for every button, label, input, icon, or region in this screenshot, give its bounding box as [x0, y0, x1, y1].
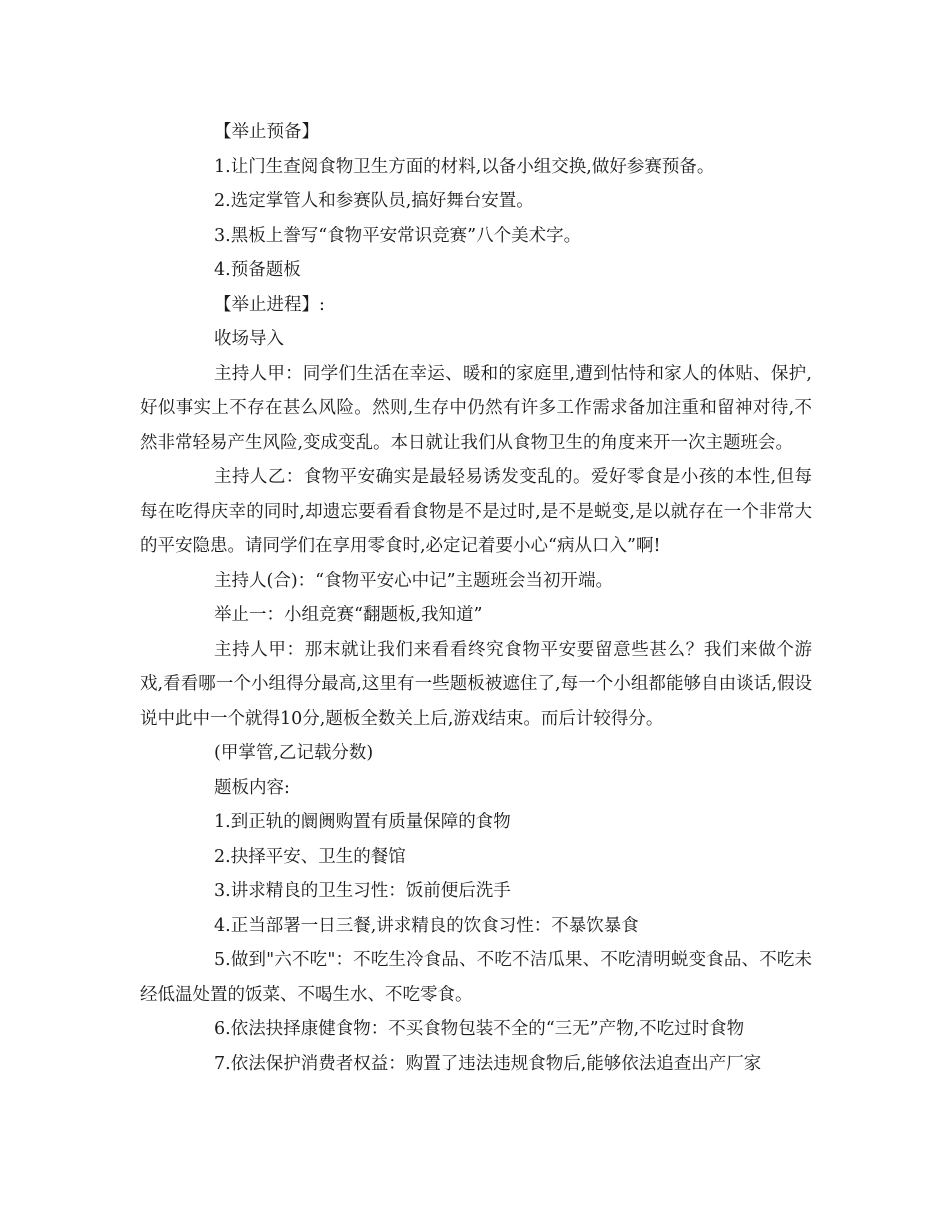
section-heading-preparation: 【举止预备】 — [214, 122, 319, 142]
board-item-1: 1.到正轨的阛阓购置有质量保障的食物 — [214, 812, 511, 832]
prep-item-2: 2.选定掌管人和参赛队员,搞好舞台安置。 — [214, 191, 534, 211]
host-a-game-paragraph: 主持人甲：那末就让我们来看看终究食物平安要留意些甚么？我们来做个游戏,看看哪一个小组得分最高,这里有一些题板被遮住了,每一个小组都能够自由谈话,假设说中此中一个就得10分,题板全数关上后,游戏结束。而后计较得分。 — [140, 639, 812, 729]
board-item-5: 5.做到"六不吃"：不吃生冷食品、不吃不洁瓜果、不吃清明蜕变食品、不吃未经低温处置的饭菜、不喝生水、不吃零食。 — [140, 950, 812, 1005]
board-item-3: 3.讲求精良的卫生习性：饭前便后洗手 — [214, 881, 511, 901]
opening-heading: 收场导入 — [214, 329, 284, 349]
hosts-together-line: 主持人(合)：“食物平安心中记”主题班会当初开端。 — [214, 570, 614, 591]
host-b-paragraph: 主持人乙：食物平安确实是最轻易诱发变乱的。爱好零食是小孩的本性,但每每在吃得庆幸的同时,却遗忘要看看食物是不是过时,是不是蜕变,是以就存在一个非常大的平安隐患。请同学们在享用零食时,必定记着要小心“病从口入”啊! — [140, 467, 812, 556]
section-heading-process: 【举止进程】: — [214, 294, 325, 315]
board-item-2: 2.抉择平安、卫生的餐馆 — [214, 846, 406, 867]
host-a-paragraph: 主持人甲：同学们生活在幸运、暖和的家庭里,遭到怙恃和家人的体贴、保护,好似事实上不存在甚么风险。然则,生存中仍然有许多工作需求备加注重和留神对待,不然非常轻易产生风险,变成变乱。本日就让我们从食物卫生的角度来开一次主题班会。 — [140, 363, 812, 453]
board-content-heading: 题板内容: — [214, 777, 290, 798]
prep-item-4: 4.预备题板 — [214, 260, 301, 280]
scoring-note: (甲掌管,乙记载分数) — [214, 743, 374, 763]
document-body — [140, 115, 812, 1081]
prep-item-3: 3.黑板上誊写“食物平安常识竞赛”八个美术字。 — [214, 225, 582, 246]
prep-item-1: 1.让门生查阅食物卫生方面的材料,以备小组交换,做好参赛预备。 — [214, 156, 715, 177]
board-item-4: 4.正当部署一日三餐,讲求精良的饮食习性：不暴饮暴食 — [214, 915, 639, 936]
board-item-7: 7.依法保护消费者权益：购置了违法违规食物后,能够依法追查出产厂家 — [214, 1053, 762, 1074]
board-item-6: 6.依法抉择康健食物：不买食物包装不全的“三无”产物,不吃过时食物 — [214, 1019, 745, 1039]
activity-1-heading: 举止一：小组竞赛“翻题板,我知道” — [214, 605, 483, 625]
